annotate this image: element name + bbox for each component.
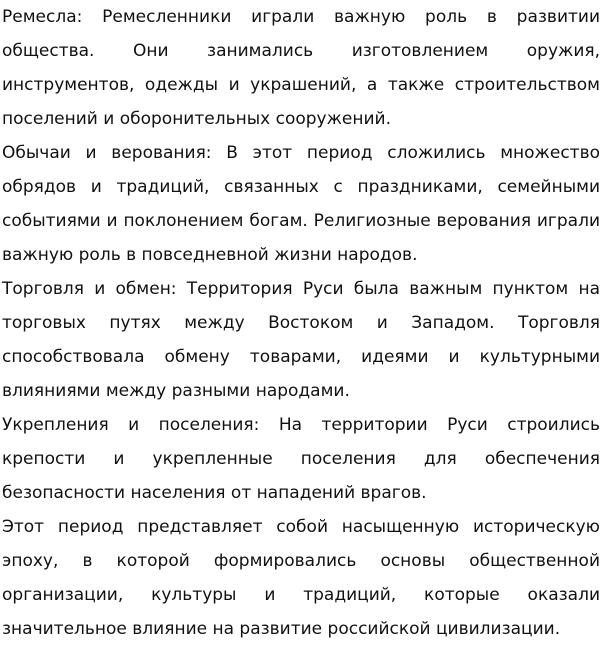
paragraph-conclusion: Этот период представляет собой насыщенную историческую эпоху, в которой формировались основы общественной организации, культуры и традиций, которые оказали значительное влияние на развитие российской цивилизации. xyxy=(2,517,600,639)
paragraph-trade-exchange: Торговля и обмен: Территория Руси была важным пунктом на торговых путях между Востоком и Западом. Торговля способствовала обмену товарами, идеями и культурными влияниями между разными народами. xyxy=(2,279,600,401)
paragraph-crafts: Ремесла: Ремесленники играли важную роль в развитии общества. Они занимались изготовлением оружия, инструментов, одежды и украшений, а также строительством поселений и оборонительных сооружений. xyxy=(2,7,600,129)
paragraph-customs-beliefs: Обычаи и верования: В этот период сложились множество обрядов и традиций, связанных с праздниками, семейными событиями и поклонением богам. Религиозные верования играли важную роль в повседневной жизни народов. xyxy=(2,143,600,265)
paragraph-fortifications: Укрепления и поселения: На территории Руси строились крепости и укрепленные поселения для обеспечения безопасности населения от нападений врагов. xyxy=(2,415,600,503)
